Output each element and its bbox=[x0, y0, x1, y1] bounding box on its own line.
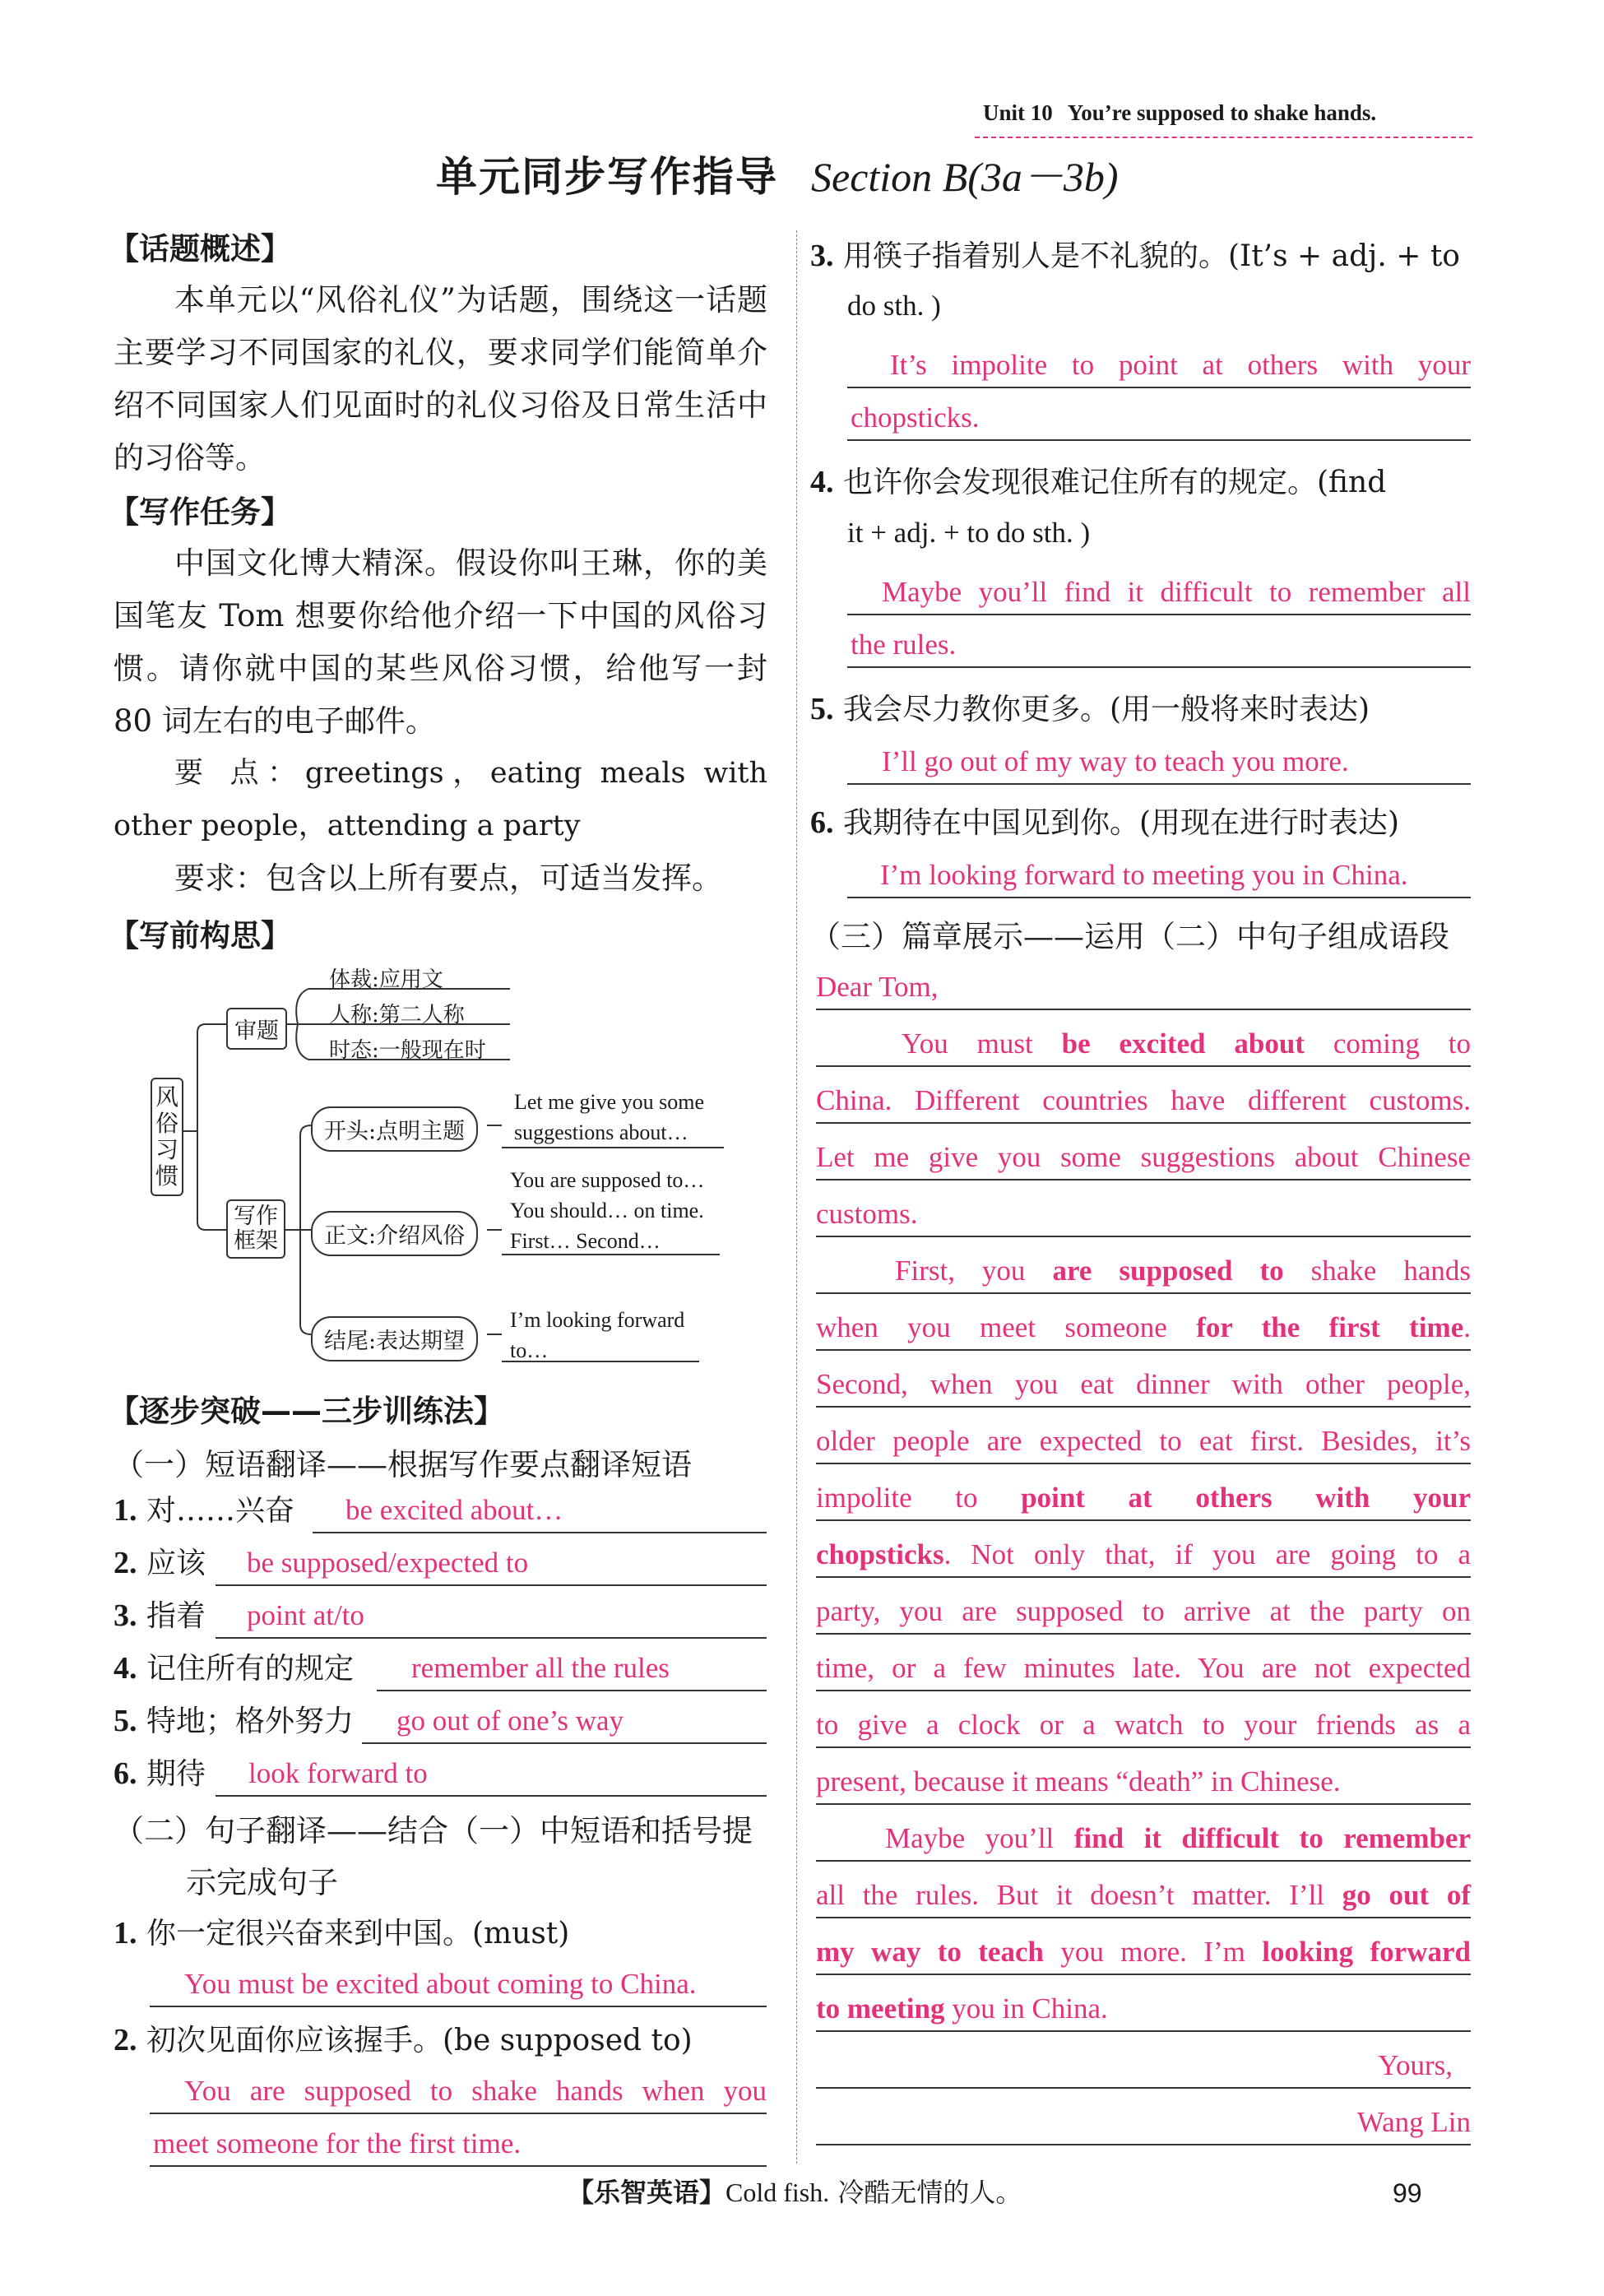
letter-l15b: find it difficult to remember bbox=[1073, 1822, 1472, 1854]
letter-sign-yours: Yours, bbox=[1378, 2049, 1453, 2081]
letter-line-12 bbox=[816, 1634, 1471, 1691]
sentence-5-answer: I’ll go out of my way to teach you more. bbox=[882, 745, 1349, 777]
letter-line-15 bbox=[816, 1804, 1471, 1862]
mindmap-person: 人称:第二人称 bbox=[329, 1003, 465, 1027]
sentence-1-text: 你一定很兴奋来到中国。(must) bbox=[146, 1917, 570, 1950]
phrase-5-cn: 特地；格外努力 bbox=[146, 1705, 354, 1738]
part2-heading: （二）句子翻译——结合（一）中短语和括号提 bbox=[114, 1813, 753, 1848]
phrase-2-cn: 应该 bbox=[146, 1547, 206, 1580]
phrase-2-answer: be supposed/expected to bbox=[247, 1547, 529, 1579]
sentence-6-number: 6. bbox=[810, 805, 834, 840]
phrase-5-number: 5. bbox=[114, 1704, 137, 1738]
phrase-3-line bbox=[216, 1586, 767, 1639]
phrase-1-cn: 对……兴奋 bbox=[146, 1494, 294, 1528]
sentence-2-line-2 bbox=[150, 2114, 767, 2167]
letter-line-1 bbox=[816, 1009, 1471, 1067]
letter-line-5 bbox=[816, 1236, 1471, 1294]
footer-brand: 【乐智英语】 bbox=[568, 2177, 726, 2208]
letter-line-2 bbox=[816, 1066, 1471, 1124]
letter-line-16 bbox=[816, 1861, 1471, 1918]
letter-l17a: my way to teach bbox=[816, 1936, 1044, 1968]
phrase-6 bbox=[114, 1751, 206, 1793]
sentence-4-line-1 bbox=[847, 563, 1471, 615]
footer-english: Cold fish. bbox=[726, 2178, 830, 2207]
letter-line-9 bbox=[816, 1463, 1471, 1521]
sentence-4-question bbox=[810, 459, 1386, 501]
phrase-3-answer: point at/to bbox=[247, 1599, 364, 1631]
part1-heading: （一）短语翻译——根据写作要点翻译短语 bbox=[114, 1447, 692, 1482]
phrase-5-answer: go out of one’s way bbox=[396, 1705, 624, 1737]
sentence-4-text: 也许你会发现很难记住所有的规定。(find bbox=[842, 466, 1387, 499]
letter-line-14 bbox=[816, 1747, 1471, 1805]
sentence-3-answer-1: It’s impolite to point at others with your bbox=[890, 349, 1471, 381]
letter-line-17 bbox=[816, 1918, 1471, 1975]
topic-paragraph: 本单元以“风俗礼仪”为话题，围绕这一话题主要学习不同国家的礼仪，要求同学们能简单介绍不同国家人们见面时的礼仪习俗及日常生活中的习俗等。 bbox=[114, 282, 767, 475]
phrase-6-cn: 期待 bbox=[146, 1757, 206, 1791]
mindmap-genre: 体裁:应用文 bbox=[329, 967, 443, 992]
sentence-3-number: 3. bbox=[810, 239, 834, 273]
phrase-2-line bbox=[216, 1533, 767, 1586]
task-heading: 【写作任务】 bbox=[109, 494, 291, 530]
task-paragraph: 中国文化博大精深。假设你叫王琳，你的美国笔友 Tom 想要你给他介绍一下中国的风俗习惯。请你就中国的某些风俗习惯，给他写一封 80 词左右的电子邮件。 bbox=[114, 545, 767, 739]
sentence-2-question bbox=[114, 2017, 693, 2059]
phrase-5-line bbox=[362, 1691, 767, 1744]
letter-l5c: shake hands bbox=[1283, 1255, 1471, 1287]
phrase-1-line bbox=[313, 1481, 767, 1533]
letter-greeting-line bbox=[816, 953, 1471, 1010]
sentence-6-text: 我期待在中国见到你。(用现在进行时表达) bbox=[842, 806, 1400, 840]
letter-l2: China. Different countries have different customs. bbox=[816, 1084, 1471, 1116]
letter-l15a: Maybe you’ll bbox=[885, 1822, 1074, 1854]
part3-heading: （三）篇章展示——运用（二）中句子组成语段 bbox=[810, 919, 1449, 954]
sentence-5-number: 5. bbox=[810, 692, 834, 726]
phrase-2 bbox=[114, 1540, 206, 1582]
phrase-3 bbox=[114, 1593, 206, 1635]
letter-l12: time, or a few minutes late. You are not expected bbox=[816, 1652, 1471, 1684]
letter-l17c: looking forward bbox=[1262, 1936, 1471, 1968]
mindmap-end-en-1: I’m looking forward bbox=[510, 1308, 685, 1332]
sentence-3-line-2 bbox=[847, 388, 1471, 441]
sentence-2-answer-2: meet someone for the first time. bbox=[153, 2127, 522, 2159]
sentence-3-line-1 bbox=[847, 336, 1471, 388]
letter-sign-name: Wang Lin bbox=[1356, 2106, 1471, 2138]
plan-heading: 【写前构思】 bbox=[109, 918, 291, 953]
phrase-4-answer: remember all the rules bbox=[411, 1652, 670, 1684]
letter-greeting: Dear Tom, bbox=[816, 971, 939, 1003]
letter-l18a: to meeting bbox=[816, 1992, 945, 2025]
requirement-paragraph: 要求：包含以上所有要点，可适当发挥。 bbox=[174, 860, 722, 896]
letter-l5a: First, you bbox=[895, 1255, 1053, 1287]
sentence-3-question bbox=[810, 233, 1460, 275]
letter-line-6 bbox=[816, 1293, 1471, 1351]
mindmap-body-box: 正文:介绍风俗 bbox=[311, 1211, 478, 1256]
footer bbox=[568, 2172, 1022, 2210]
sentence-1-line bbox=[150, 1955, 767, 2007]
mindmap-root: 风俗习惯 bbox=[151, 1078, 183, 1196]
letter-l6-period: . bbox=[1463, 1311, 1471, 1343]
sentence-2-line-1 bbox=[150, 2062, 767, 2114]
sentence-2-text: 初次见面你应该握手。(be supposed to) bbox=[146, 2024, 693, 2057]
letter-l3: Let me give you some suggestions about Chinese bbox=[816, 1141, 1471, 1173]
phrase-1 bbox=[114, 1487, 294, 1529]
letter-l4: customs. bbox=[816, 1198, 918, 1230]
phrase-2-number: 2. bbox=[114, 1546, 137, 1580]
mindmap-open-box: 开头:点明主题 bbox=[311, 1106, 478, 1152]
letter-l9b: point at others with your bbox=[1021, 1482, 1471, 1514]
phrase-4-line bbox=[377, 1639, 767, 1691]
letter-line-8 bbox=[816, 1407, 1471, 1464]
mindmap-body-en-1: You are supposed to… bbox=[510, 1168, 705, 1192]
sentence-4-question-cont: it + adj. + to do sth. ) bbox=[847, 517, 1091, 549]
letter-l8: older people are expected to eat first. Besides, it’s bbox=[816, 1425, 1471, 1457]
unit-number: Unit 10 bbox=[983, 100, 1053, 125]
mindmap-end-en-2: to… bbox=[510, 1338, 549, 1362]
mindmap-open-en-2: suggestions about… bbox=[514, 1120, 688, 1144]
mindmap-shen-box: 审题 bbox=[226, 1008, 287, 1050]
letter-sign-line-1 bbox=[816, 2031, 1471, 2089]
phrase-4-number: 4. bbox=[114, 1651, 137, 1686]
letter-l6b: for the first time bbox=[1196, 1311, 1464, 1343]
letter-l11: party, you are supposed to arrive at the party on bbox=[816, 1595, 1471, 1627]
mindmap-tense: 时态:一般现在时 bbox=[329, 1038, 486, 1063]
letter-line-7 bbox=[816, 1350, 1471, 1408]
sentence-2-answer-1: You are supposed to shake hands when you bbox=[184, 2075, 767, 2107]
letter-line-3 bbox=[816, 1123, 1471, 1180]
sentence-1-question bbox=[114, 1910, 569, 1952]
title-text: 单元同步写作指导 bbox=[436, 153, 778, 201]
letter-line-4 bbox=[816, 1180, 1471, 1237]
sentence-1-answer: You must be excited about coming to China. bbox=[184, 1968, 697, 2000]
sentence-6-answer: I’m looking forward to meeting you in China. bbox=[880, 859, 1408, 891]
letter-line-13 bbox=[816, 1691, 1471, 1748]
section-label: Section B(3a－3b) bbox=[811, 154, 1119, 200]
letter-l18b: you in China. bbox=[944, 1992, 1108, 2025]
sentence-4-answer-1: Maybe you’ll find it difficult to remember all bbox=[882, 576, 1471, 608]
sentence-5-line bbox=[847, 732, 1471, 785]
sentence-5-question bbox=[810, 686, 1370, 728]
mindmap-open-en-1: Let me give you some bbox=[514, 1090, 705, 1114]
steps-heading: 【逐步突破——三步训练法】 bbox=[109, 1394, 504, 1429]
phrase-6-number: 6. bbox=[114, 1756, 137, 1791]
sentence-6-question bbox=[810, 800, 1399, 842]
phrase-3-cn: 指着 bbox=[146, 1599, 206, 1633]
letter-line-18 bbox=[816, 1974, 1471, 2032]
sentence-4-line-2 bbox=[847, 615, 1471, 668]
page-number: 99 bbox=[1393, 2178, 1422, 2208]
phrase-6-answer: look forward to bbox=[248, 1757, 428, 1789]
sentence-6-line bbox=[847, 846, 1471, 898]
letter-line-10 bbox=[816, 1520, 1471, 1578]
letter-l9a: impolite to bbox=[816, 1482, 1022, 1514]
letter-l16b: go out of bbox=[1342, 1879, 1472, 1911]
letter-l17b: you more. I’m bbox=[1043, 1936, 1263, 1968]
letter-l1b: be excited about bbox=[1061, 1027, 1305, 1060]
phrase-4-cn: 记住所有的规定 bbox=[146, 1652, 354, 1686]
letter-l14: present, because it means “death” in Chinese. bbox=[816, 1765, 1341, 1797]
letter-line-11 bbox=[816, 1577, 1471, 1635]
points-paragraph: 要 点：greetings，eating meals with other people，attending a party bbox=[114, 757, 767, 842]
phrase-1-answer: be excited about… bbox=[345, 1494, 563, 1526]
letter-l16a: all the rules. But it doesn’t matter. I’ll bbox=[816, 1879, 1342, 1911]
unit-title: You’re supposed to shake hands. bbox=[1067, 100, 1377, 125]
mindmap-body-en-3: First… Second… bbox=[510, 1229, 661, 1253]
footer-chinese: 冷酷无情的人。 bbox=[837, 2177, 1022, 2208]
letter-sign-line-2 bbox=[816, 2088, 1471, 2145]
sentence-2-number: 2. bbox=[114, 2023, 137, 2057]
letter-l6a: when you meet someone bbox=[816, 1311, 1197, 1343]
letter-l10a: chopsticks bbox=[816, 1538, 944, 1570]
phrase-6-line bbox=[216, 1744, 767, 1797]
sentence-4-number: 4. bbox=[810, 465, 834, 499]
mindmap-frame-box: 写作框架 bbox=[226, 1199, 285, 1259]
mindmap-body-en-2: You should… on time. bbox=[510, 1199, 704, 1222]
letter-l1c: coming to bbox=[1304, 1027, 1471, 1060]
sentence-3-question-cont: do sth. ) bbox=[847, 290, 941, 322]
phrase-1-number: 1. bbox=[114, 1493, 137, 1528]
mindmap-end-box: 结尾:表达期望 bbox=[311, 1316, 478, 1361]
sentence-3-text: 用筷子指着别人是不礼貌的。(It’s + adj. + to bbox=[842, 239, 1460, 273]
letter-l10b: . Not only that, if you are going to a bbox=[943, 1538, 1471, 1570]
sentence-1-number: 1. bbox=[114, 1916, 137, 1950]
sentence-5-text: 我会尽力教你更多。(用一般将来时表达) bbox=[842, 693, 1370, 726]
phrase-5 bbox=[114, 1698, 354, 1740]
letter-l7: Second, when you eat dinner with other people, bbox=[816, 1368, 1471, 1400]
letter-l1a: You must bbox=[902, 1027, 1062, 1060]
topic-heading: 【话题概述】 bbox=[109, 231, 291, 267]
sentence-3-answer-2: chopsticks. bbox=[851, 401, 980, 434]
phrase-4 bbox=[114, 1645, 354, 1687]
letter-l5b: are supposed to bbox=[1052, 1255, 1284, 1287]
part2-heading-cont: 示完成句子 bbox=[186, 1865, 338, 1900]
sentence-4-answer-2: the rules. bbox=[851, 629, 957, 661]
phrase-3-number: 3. bbox=[114, 1598, 137, 1633]
letter-l13: to give a clock or a watch to your friends as a bbox=[816, 1709, 1471, 1741]
